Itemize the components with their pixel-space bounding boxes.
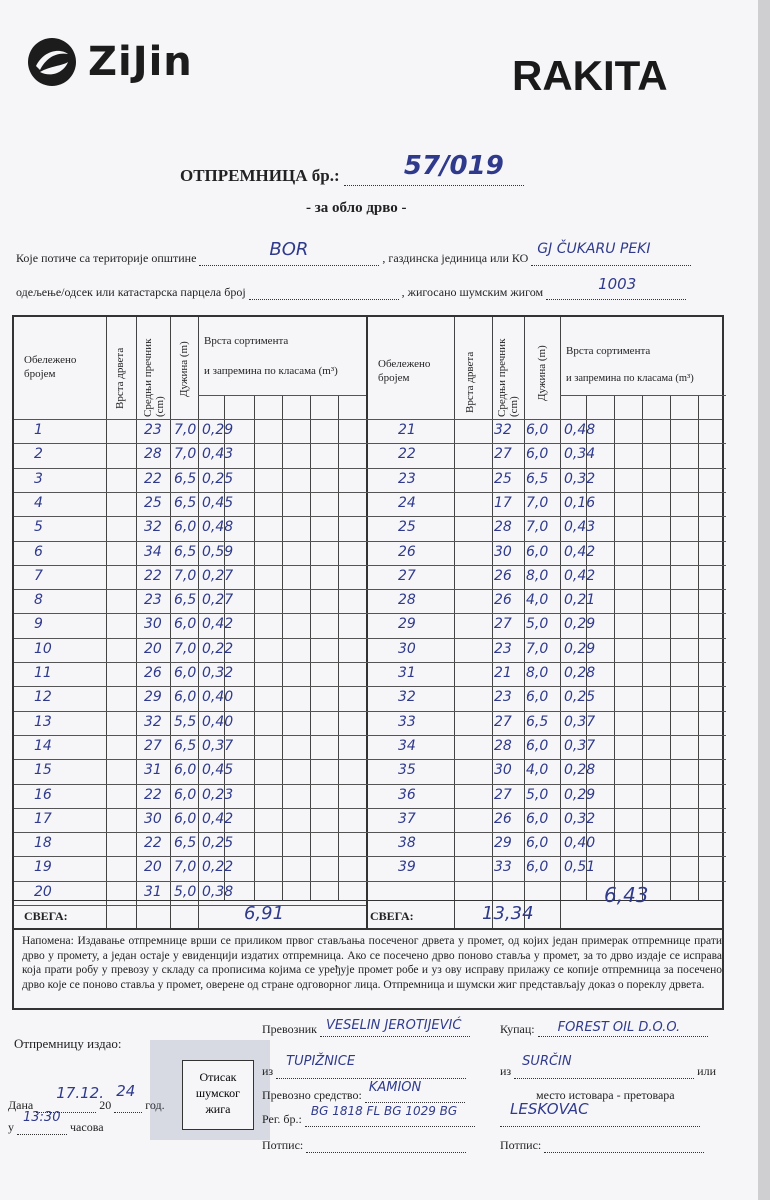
right-row-number: 28 xyxy=(398,592,416,609)
right-row-volume: 0,34 xyxy=(564,446,596,463)
row-divider xyxy=(366,735,726,736)
header-diameter-left: Средњи пречник (cm) xyxy=(142,338,166,417)
year-prefix: 20 xyxy=(99,1098,112,1112)
row-divider xyxy=(366,759,726,760)
left-row-number: 19 xyxy=(34,859,52,876)
left-row-number: 12 xyxy=(34,689,52,706)
row-divider xyxy=(14,808,366,809)
left-row-length: 6,5 xyxy=(174,543,197,560)
document-number: 57/019 xyxy=(403,151,504,181)
document-title xyxy=(180,151,524,186)
buyer-sign-row xyxy=(500,1138,704,1153)
row-divider xyxy=(14,492,366,493)
left-row-diameter: 22 xyxy=(144,567,162,584)
right-row-number: 26 xyxy=(398,543,416,560)
left-row-volume: 0,59 xyxy=(202,543,234,560)
zijin-logo-icon xyxy=(26,36,78,88)
row-divider xyxy=(14,711,366,712)
left-row-length: 6,5 xyxy=(174,835,197,852)
right-row-number: 27 xyxy=(398,567,416,584)
year-end: год. xyxy=(145,1098,165,1112)
right-row-length: 6,5 xyxy=(526,713,549,730)
right-row-number: 30 xyxy=(398,640,416,657)
row-divider xyxy=(14,759,366,760)
right-row-length: 8,0 xyxy=(526,567,549,584)
right-row-number: 32 xyxy=(398,689,416,706)
row-divider xyxy=(14,516,366,517)
left-row-number: 9 xyxy=(34,616,43,633)
left-row-number: 18 xyxy=(34,835,52,852)
right-row-number: 25 xyxy=(398,519,416,536)
left-row-diameter: 32 xyxy=(144,713,162,730)
left-row-volume: 0,45 xyxy=(202,494,234,511)
municipality-value: BOR xyxy=(269,239,309,260)
row-divider xyxy=(14,905,366,906)
from-row xyxy=(262,1054,466,1079)
row-divider xyxy=(14,541,366,542)
brand-name: RAKITA xyxy=(512,52,668,99)
time-prefix: у xyxy=(8,1120,14,1134)
right-row-length: 6,0 xyxy=(526,543,549,560)
left-row-length: 6,5 xyxy=(174,737,197,754)
header-volume-left: и запремина по класама (m³) xyxy=(204,365,338,377)
municipality-label: Које потиче са територије општине xyxy=(16,251,197,265)
left-row-diameter: 28 xyxy=(144,446,162,463)
right-row-volume: 0,40 xyxy=(564,835,596,852)
carrier-sign-label: Потпис: xyxy=(262,1138,304,1152)
row-divider xyxy=(366,856,726,857)
buyer-label: Купац: xyxy=(500,1022,535,1036)
right-row-diameter: 27 xyxy=(494,786,512,803)
left-row-diameter: 32 xyxy=(144,519,162,536)
stamp-label: , жигосано шумским жигом xyxy=(401,285,544,299)
right-row-volume: 0,28 xyxy=(564,762,596,779)
left-row-length: 7,0 xyxy=(174,567,197,584)
right-row-diameter: 17 xyxy=(494,494,512,511)
left-row-length: 7,0 xyxy=(174,640,197,657)
right-row-diameter: 30 xyxy=(494,762,512,779)
left-row-number: 11 xyxy=(34,665,52,681)
left-row-number: 7 xyxy=(34,567,43,584)
right-row-length: 6,0 xyxy=(526,689,549,706)
left-row-diameter: 23 xyxy=(144,422,162,438)
left-row-number: 8 xyxy=(34,592,43,609)
company-name: ZiJin xyxy=(88,39,193,85)
left-row-length: 6,0 xyxy=(174,519,197,536)
header-length-right: Дужина (m) xyxy=(536,345,548,401)
left-row-length: 5,0 xyxy=(174,883,197,900)
right-row-number: 29 xyxy=(398,616,416,633)
right-row-diameter: 26 xyxy=(494,810,512,827)
left-row-length: 6,0 xyxy=(174,616,197,633)
row-divider xyxy=(366,662,726,663)
header-volume-right: и запремина по класама (m³) xyxy=(566,373,694,384)
right-row-volume: 0,29 xyxy=(564,640,596,657)
row-divider xyxy=(366,468,726,469)
total-left: 6,91 xyxy=(244,903,285,924)
left-row-volume: 0,25 xyxy=(202,835,234,852)
left-row-length: 6,0 xyxy=(174,689,197,706)
right-row-number: 22 xyxy=(398,446,416,463)
time-row xyxy=(8,1110,104,1135)
header-species-right: Врста дрвета xyxy=(464,351,476,413)
left-row-number: 2 xyxy=(34,446,43,463)
date-day: 17.12. xyxy=(56,1084,104,1102)
reg-label: Рег. бр.: xyxy=(262,1112,302,1126)
right-row-number: 23 xyxy=(398,470,416,487)
right-row-volume: 0,42 xyxy=(564,567,596,584)
row-divider xyxy=(366,638,726,639)
left-row-length: 6,5 xyxy=(174,494,197,511)
left-row-volume: 0,40 xyxy=(202,689,234,706)
carrier-sign-row xyxy=(262,1138,466,1153)
right-row-number: 33 xyxy=(398,713,416,730)
left-row-number: 6 xyxy=(34,543,43,560)
document-subtitle: - за обло дрво - xyxy=(306,200,407,216)
left-row-volume: 0,22 xyxy=(202,640,234,657)
right-row-diameter: 33 xyxy=(494,859,512,876)
left-row-volume: 0,42 xyxy=(202,616,234,633)
left-row-length: 5,5 xyxy=(174,713,197,730)
left-row-number: 16 xyxy=(34,786,52,803)
buyer-row xyxy=(500,1022,708,1037)
row-divider xyxy=(366,881,726,882)
left-row-volume: 0,22 xyxy=(202,859,234,876)
header-assortment-right: Врста сортимента xyxy=(566,345,651,357)
reg-row xyxy=(262,1104,475,1127)
right-row-number: 31 xyxy=(398,665,416,681)
note-text: Напомена: Издавање отпремнице врши се приликом првог стављања посеченог дрвета у промет, од којих један примерак отпремнице прати дрво у промету, а један остаје у евиденцији издатих отпремница. Ако се посечено дрво поново ставља у промет, за то дрво издаје се исправа која прати робу у превозу у складу са прописима којима се уређује промет робе и уз ову исправу прилажу се копије отпремница за посечено дрво које се поново ставља у промет, оверене од стране одговорног лица. Отпремница и шумски жиг представљају доказ о пореклу дрвета. xyxy=(22,935,722,991)
header-diameter-right: Средњи пречник (cm) xyxy=(496,338,520,417)
left-row-diameter: 23 xyxy=(144,592,162,609)
forest-stamp-box: Отисак шумског жига xyxy=(182,1060,254,1130)
carrier-row xyxy=(262,1018,470,1037)
right-row-length: 7,0 xyxy=(526,640,549,657)
vehicle-label: Превозно средство: xyxy=(262,1088,362,1102)
right-row-number: 36 xyxy=(398,786,416,803)
row-divider xyxy=(366,516,726,517)
right-row-volume: 0,43 xyxy=(564,519,596,536)
left-row-number: 1 xyxy=(34,422,43,438)
right-row-length: 8,0 xyxy=(526,665,549,681)
row-divider xyxy=(366,565,726,566)
right-row-length: 4,0 xyxy=(526,592,549,609)
right-row-length: 6,0 xyxy=(526,737,549,754)
left-row-number: 4 xyxy=(34,494,43,511)
year-suffix: 24 xyxy=(116,1082,136,1100)
carrier-value: VESELIN JEROTIJEVIĆ xyxy=(326,1018,462,1033)
left-row-volume: 0,27 xyxy=(202,592,234,609)
municipality-row xyxy=(16,239,691,266)
right-row-diameter: 23 xyxy=(494,640,512,657)
left-row-volume: 0,45 xyxy=(202,762,234,779)
right-row-volume: 0,51 xyxy=(564,859,596,876)
buyer-sign-label: Потпис: xyxy=(500,1138,542,1152)
right-row-number: 21 xyxy=(398,422,416,438)
unit-label: , газдинска јединица или КО xyxy=(382,251,529,265)
left-row-length: 6,5 xyxy=(174,592,197,609)
left-row-volume: 0,27 xyxy=(202,567,234,584)
buyer-from-row xyxy=(500,1054,717,1079)
row-divider xyxy=(366,686,726,687)
row-divider xyxy=(366,589,726,590)
left-row-volume: 0,32 xyxy=(202,665,234,681)
right-row-length: 6,0 xyxy=(526,446,549,463)
from-value: TUPIŽNICE xyxy=(286,1054,356,1069)
right-row-diameter: 32 xyxy=(494,422,512,438)
left-row-number: 5 xyxy=(34,519,43,536)
right-row-number: 24 xyxy=(398,494,416,511)
left-row-diameter: 30 xyxy=(144,616,162,633)
row-divider xyxy=(14,565,366,566)
left-row-diameter: 20 xyxy=(144,640,162,657)
right-row-diameter: 21 xyxy=(494,665,512,681)
right-row-number: 37 xyxy=(398,810,416,827)
right-row-diameter: 23 xyxy=(494,689,512,706)
left-row-volume: 0,37 xyxy=(202,737,234,754)
right-row-diameter: 30 xyxy=(494,543,512,560)
row-divider xyxy=(14,832,366,833)
row-divider xyxy=(366,808,726,809)
right-row-diameter: 27 xyxy=(494,616,512,633)
right-row-length: 6,0 xyxy=(526,422,549,438)
right-row-volume: 0,48 xyxy=(564,422,596,438)
header-species-left: Врста дрвета xyxy=(114,347,126,409)
left-row-diameter: 31 xyxy=(144,883,162,900)
total-label-right: СВЕГА: xyxy=(370,909,414,923)
left-row-length: 6,5 xyxy=(174,470,197,487)
total-label-left: СВЕГА: xyxy=(24,909,68,923)
buyer-from-label: из xyxy=(500,1064,512,1078)
reg-value: BG 1818 FL BG 1029 BG xyxy=(310,1104,458,1118)
from-label: из xyxy=(262,1064,274,1078)
right-row-diameter: 26 xyxy=(494,592,512,609)
right-row-volume: 0,28 xyxy=(564,665,596,681)
left-row-diameter: 25 xyxy=(144,494,162,511)
left-row-number: 17 xyxy=(34,810,52,827)
row-divider xyxy=(366,541,726,542)
right-row-volume: 0,37 xyxy=(564,713,596,730)
left-row-diameter: 31 xyxy=(144,762,162,779)
right-row-diameter: 26 xyxy=(494,567,512,584)
right-row-volume: 0,16 xyxy=(564,494,596,511)
zijin-logo xyxy=(26,36,193,88)
right-row-number: 38 xyxy=(398,835,416,852)
left-row-number: 3 xyxy=(34,470,43,487)
issued-label: Отпремницу издао: xyxy=(14,1036,122,1051)
left-row-number: 10 xyxy=(34,640,52,657)
left-row-volume: 0,23 xyxy=(202,786,234,803)
section-row xyxy=(16,275,686,300)
right-row-volume: 0,42 xyxy=(564,543,596,560)
row-divider xyxy=(14,443,366,444)
unload-label: место истовара - претовара xyxy=(536,1088,675,1102)
left-row-diameter: 34 xyxy=(144,543,162,560)
left-row-diameter: 26 xyxy=(144,665,162,681)
right-row-length: 6,5 xyxy=(526,470,549,487)
right-row-diameter: 27 xyxy=(494,713,512,730)
left-row-length: 6,0 xyxy=(174,786,197,803)
row-divider xyxy=(366,443,726,444)
right-row-volume: 0,25 xyxy=(564,689,596,706)
wood-table xyxy=(12,315,724,930)
right-row-volume: 0,32 xyxy=(564,470,596,487)
or-label: или xyxy=(697,1064,717,1078)
right-row-diameter: 28 xyxy=(494,519,512,536)
row-divider xyxy=(14,735,366,736)
right-row-diameter: 27 xyxy=(494,446,512,463)
right-row-number: 34 xyxy=(398,737,416,754)
left-row-volume: 0,40 xyxy=(202,713,234,730)
left-row-number: 15 xyxy=(34,762,52,779)
right-row-length: 7,0 xyxy=(526,519,549,536)
left-row-number: 13 xyxy=(34,713,52,730)
left-row-length: 6,0 xyxy=(174,762,197,779)
time-value: 13:30 xyxy=(23,1110,61,1125)
left-row-diameter: 29 xyxy=(144,689,162,706)
right-row-length: 5,0 xyxy=(526,786,549,803)
left-row-length: 7,0 xyxy=(174,859,197,876)
vehicle-value: KAMION xyxy=(368,1080,422,1095)
row-divider xyxy=(14,589,366,590)
left-row-length: 7,0 xyxy=(174,422,197,438)
header-assortment-left: Врста сортимента xyxy=(204,335,289,347)
vehicle-row xyxy=(262,1080,465,1103)
total-right: 13,34 xyxy=(482,903,534,924)
left-row-length: 6,0 xyxy=(174,810,197,827)
title-label: ОТПРЕМНИЦА бр.: xyxy=(180,166,340,185)
row-divider xyxy=(366,711,726,712)
left-row-volume: 0,48 xyxy=(202,519,234,536)
buyer-from-value: SURČIN xyxy=(522,1054,572,1069)
stamp-number: 1003 xyxy=(598,275,637,293)
left-row-diameter: 22 xyxy=(144,786,162,803)
section-label: одељење/одсек или катастарска парцела број xyxy=(16,285,246,299)
header-marked-left: Обележено бројем xyxy=(24,354,77,380)
header-marked-right: Обележено бројем xyxy=(378,358,431,384)
right-row-length: 6,0 xyxy=(526,835,549,852)
date-label: Дана xyxy=(8,1098,34,1112)
buyer-value: FOREST OIL D.O.O. xyxy=(557,1020,681,1035)
row-divider xyxy=(14,638,366,639)
unit-value: GJ ČUKARU PEKI xyxy=(537,241,651,257)
left-row-length: 6,0 xyxy=(174,665,197,681)
row-divider xyxy=(366,784,726,785)
left-row-volume: 0,43 xyxy=(202,446,234,463)
right-row-diameter: 25 xyxy=(494,470,512,487)
right-row-volume: 0,29 xyxy=(564,786,596,803)
right-row-length: 5,0 xyxy=(526,616,549,633)
unload-value: LESKOVAC xyxy=(510,1100,589,1118)
left-row-number: 14 xyxy=(34,737,52,754)
row-divider xyxy=(14,881,366,882)
right-row-volume: 0,37 xyxy=(564,737,596,754)
left-row-volume: 0,42 xyxy=(202,810,234,827)
right-row-volume: 0,21 xyxy=(564,592,596,609)
right-row-length: 4,0 xyxy=(526,762,549,779)
row-divider xyxy=(14,784,366,785)
right-row-number: 39 xyxy=(398,859,416,876)
right-row-volume: 0,29 xyxy=(564,616,596,633)
time-suffix: часова xyxy=(70,1120,104,1134)
left-row-length: 7,0 xyxy=(174,446,197,463)
left-row-diameter: 22 xyxy=(144,470,162,487)
right-row-volume: 0,32 xyxy=(564,810,596,827)
unload-row xyxy=(500,1100,700,1127)
grand-total: 6,43 xyxy=(604,883,649,907)
left-row-diameter: 30 xyxy=(144,810,162,827)
right-row-length: 6,0 xyxy=(526,810,549,827)
left-row-number: 20 xyxy=(34,883,52,900)
right-row-diameter: 28 xyxy=(494,737,512,754)
carrier-label: Превозник xyxy=(262,1022,317,1036)
right-row-diameter: 29 xyxy=(494,835,512,852)
row-divider xyxy=(366,613,726,614)
row-divider xyxy=(14,662,366,663)
row-divider xyxy=(14,856,366,857)
row-divider xyxy=(366,832,726,833)
row-divider xyxy=(14,686,366,687)
right-row-length: 6,0 xyxy=(526,859,549,876)
row-divider xyxy=(14,468,366,469)
left-row-diameter: 22 xyxy=(144,835,162,852)
right-row-length: 7,0 xyxy=(526,494,549,511)
left-row-volume: 0,38 xyxy=(202,883,234,900)
left-row-volume: 0,29 xyxy=(202,422,234,438)
row-divider xyxy=(14,613,366,614)
header-length-left: Дужина (m) xyxy=(178,341,190,397)
row-divider xyxy=(366,492,726,493)
left-row-volume: 0,25 xyxy=(202,470,234,487)
left-row-diameter: 27 xyxy=(144,737,162,754)
right-row-number: 35 xyxy=(398,762,416,779)
left-row-diameter: 20 xyxy=(144,859,162,876)
